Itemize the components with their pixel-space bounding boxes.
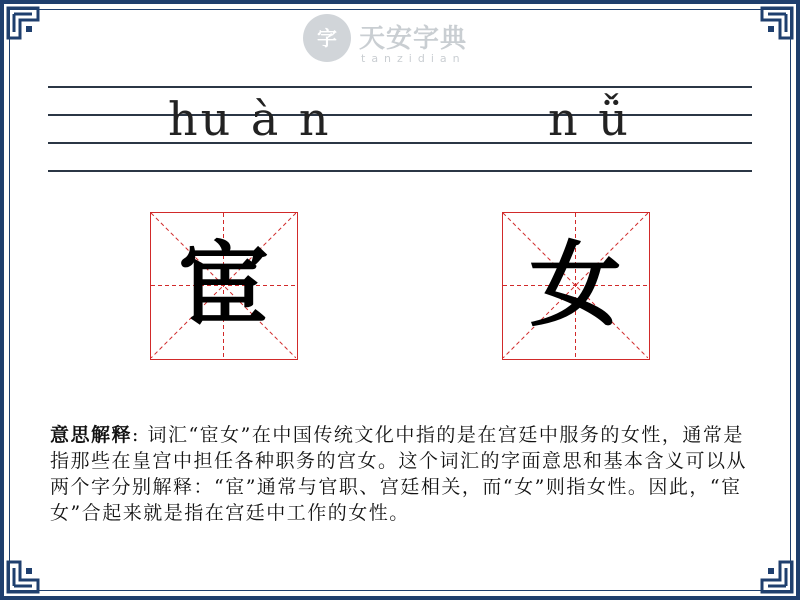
corner-ornament-icon	[756, 556, 796, 596]
meaning-label: 意思解释	[50, 424, 133, 446]
pinyin-rule	[48, 170, 752, 172]
corner-ornament-icon	[4, 556, 44, 596]
pinyin-lines	[48, 86, 752, 174]
corner-ornament-icon	[756, 4, 796, 44]
hanzi-second: 女	[529, 231, 622, 339]
hanzi-first: 宦	[177, 231, 270, 339]
pinyin-first: hu à n	[168, 92, 332, 146]
corner-ornament-icon	[4, 4, 44, 44]
logo-subtitle: tanzidian	[361, 52, 466, 65]
logo-title: 天安字典	[359, 24, 468, 54]
pinyin-rule	[48, 86, 752, 88]
character-grid-second	[502, 212, 650, 360]
logo-seal-icon: 字	[303, 14, 351, 62]
meaning-text: : 词汇“宦女”在中国传统文化中指的是在宫廷中服务的女性，通常是指那些在皇宫中担任各种职务的宫女。这个词汇的字面意思和基本含义可以从两个字分别解释：“宦”通常与官职、宫廷相关，而“女”则指女性。因此，“宦女”合起来就是指在宫廷中工作的女性。	[50, 424, 748, 524]
pinyin-rule	[48, 142, 752, 144]
character-grid-first	[150, 212, 298, 360]
meaning-description	[50, 422, 755, 526]
pinyin-second: n ǚ	[548, 92, 631, 146]
pinyin-rule	[48, 114, 752, 116]
watermark-logo	[303, 14, 503, 72]
